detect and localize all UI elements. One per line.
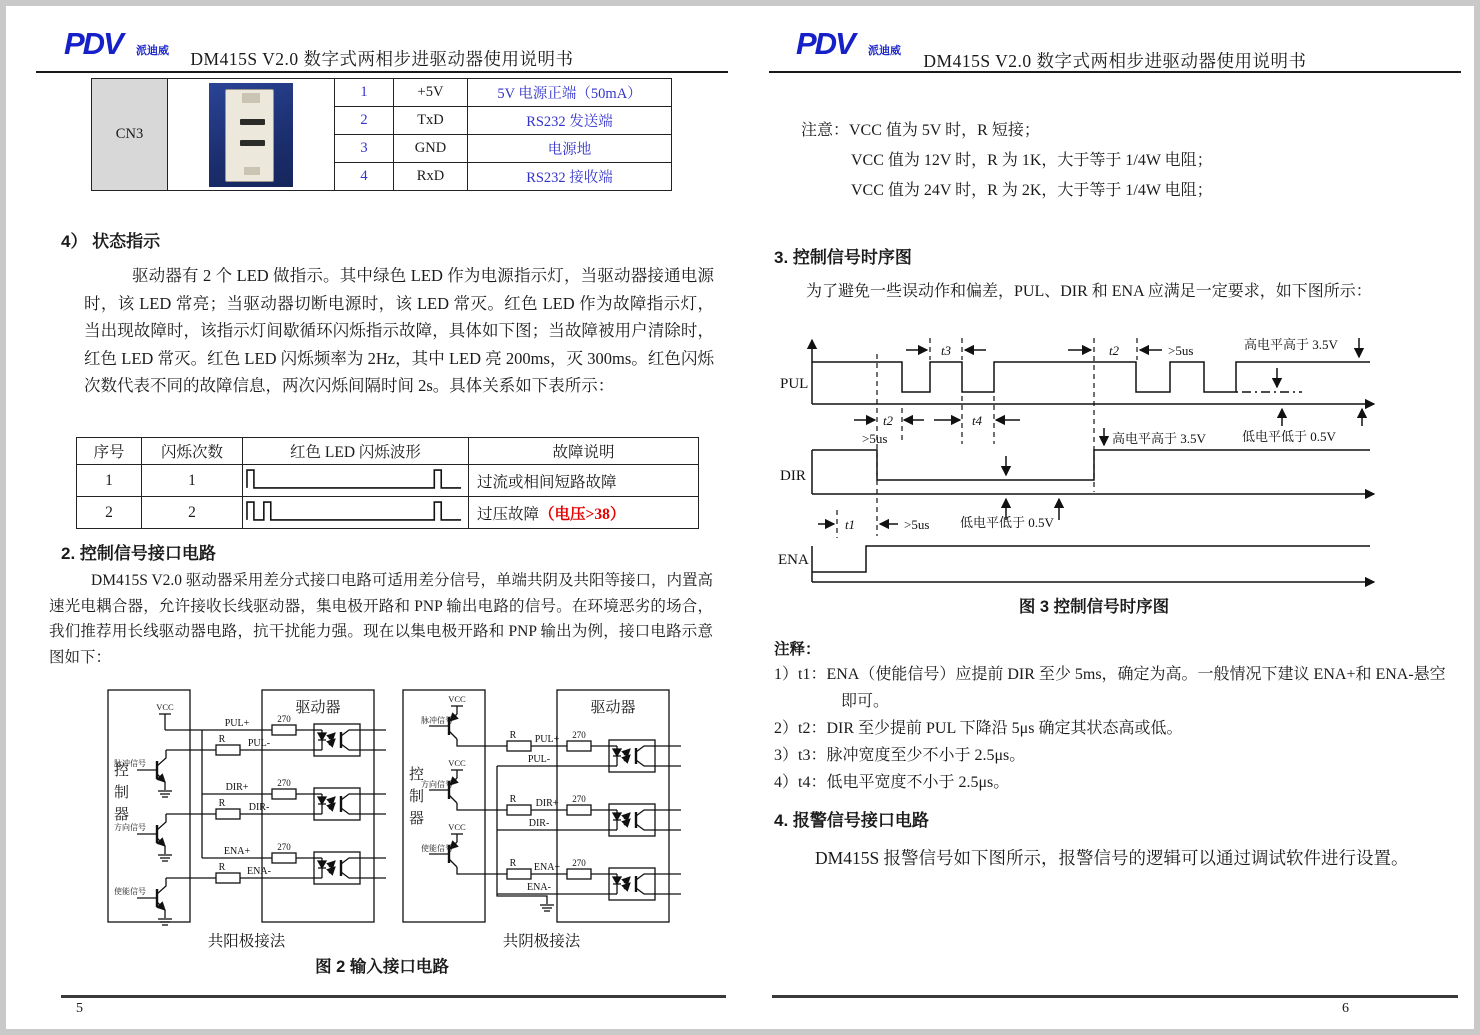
- pul-signal-label: PUL: [780, 376, 809, 392]
- header-rule-right: [769, 71, 1461, 73]
- caption-common-anode: 共阳极接法: [207, 933, 286, 950]
- r-label: R: [218, 734, 226, 745]
- min-5us-label: >5us: [862, 431, 888, 446]
- blink-waveform-2: [243, 497, 469, 529]
- footer-rule-right: [772, 995, 1458, 998]
- vcc-label: VCC: [156, 702, 174, 712]
- dir-plus-label: DIR+: [535, 798, 559, 809]
- blink-count: 2: [142, 497, 243, 529]
- pulse-signal-label: 脉冲信号: [421, 716, 453, 725]
- section-timing-body: 为了避免一些误动作和偏差，PUL、DIR 和 ENA 应满足一定要求，如下图所示：: [806, 283, 1372, 300]
- notice-line: VCC 值为 12V 时，R 为 1K，大于等于 1/4W 电阻；: [851, 152, 1213, 169]
- figure2-caption: 图 2 输入接口电路: [315, 958, 449, 976]
- pin-desc: 5V 电源正端（50mA）: [468, 79, 672, 107]
- ena-plus-label: ENA+: [223, 846, 251, 857]
- fault-desc: [469, 497, 699, 529]
- ena-minus-label: ENA-: [527, 882, 551, 893]
- section-timing-title: 3. 控制信号时序图: [774, 248, 912, 267]
- row-num: 1: [77, 465, 142, 497]
- vcc-notice: [801, 116, 1441, 206]
- low-level-label: 低电平低于 0.5V: [960, 515, 1054, 530]
- pin-num: 2: [335, 107, 394, 135]
- note-item: 1）t1：ENA（使能信号）应提前 DIR 至少 5ms，确定为高。一般情况下建议 ENA+和 ENA-悬空即可。: [774, 666, 1446, 710]
- driver-label: 驱动器: [295, 700, 341, 716]
- cn3-photo-cell: [168, 79, 335, 191]
- pin-num: 3: [335, 135, 394, 163]
- pul-plus-label: PUL+: [534, 734, 560, 745]
- figure3-caption: 图 3 控制信号时序图: [1018, 598, 1170, 616]
- section-ctrl-body: DM415S V2.0 驱动器采用差分式接口电路可适用差分信号，单端共阴及共阳等接口，内置高速光电耦合器，允许接收长线驱动器，集电极开路和 PNP 输出电路的信号。在环境恶劣的场合，我们推荐用长线驱动器电路，抗干扰能力强。现在以集电极开路和 PNP 输出为例，接口电路示意图如下：: [49, 572, 713, 666]
- page-number-right: 6: [1342, 1001, 1349, 1016]
- notes-list: [774, 661, 1458, 796]
- high-level-label: 高电平高于 3.5V: [1244, 337, 1338, 352]
- pin-num: 1: [335, 79, 394, 107]
- min-5us-label: >5us: [904, 517, 930, 532]
- note-item: 3）t3：脉冲宽度至少不小于 2.5μs。: [774, 747, 1026, 764]
- pin-desc: RS232 接收端: [468, 163, 672, 191]
- col-header: 红色 LED 闪烁波形: [243, 438, 469, 465]
- fault-text: 过压故障: [477, 505, 540, 523]
- pdv-logo-subtext: 派迪威: [868, 45, 901, 57]
- pin-desc: 电源地: [468, 135, 672, 163]
- r-label: R: [509, 730, 517, 741]
- t2-marker: t2: [882, 413, 894, 428]
- r270-label: 270: [277, 842, 291, 852]
- pin-name: TxD: [394, 107, 468, 135]
- r-label: R: [218, 862, 226, 873]
- blink-waveform-1: [243, 465, 469, 497]
- fault-desc: 过流或相间短路故障: [469, 465, 699, 497]
- connector-body: [225, 89, 274, 183]
- low-level-label: 低电平低于 0.5V: [1242, 429, 1336, 444]
- notice-line: 注意：VCC 值为 5V 时，R 短接；: [801, 122, 1040, 139]
- caption-common-cathode: 共阴极接法: [502, 933, 581, 950]
- led-fault-table: [76, 437, 699, 529]
- dir-plus-label: DIR+: [225, 782, 249, 793]
- pul-plus-label: PUL+: [224, 718, 250, 729]
- dir-minus-label: DIR-: [528, 818, 550, 829]
- ena-signal-label: 使能信号: [421, 844, 453, 853]
- pin-name: +5V: [394, 79, 468, 107]
- cn3-label-cell: CN3: [92, 79, 168, 191]
- fault-text-red: （电压>38）: [539, 505, 626, 523]
- r270-label: 270: [572, 858, 586, 868]
- t4-marker: t4: [971, 413, 983, 428]
- t2-marker: t2: [1108, 343, 1120, 358]
- r-label: R: [509, 794, 517, 805]
- pul-minus-label: PUL-: [247, 738, 271, 749]
- notice-line: VCC 值为 24V 时，R 为 2K，大于等于 1/4W 电阻；: [851, 182, 1213, 199]
- connector-photo: [209, 83, 293, 187]
- dir-signal-label: 方向信号: [114, 823, 146, 832]
- page-title-left: DM415S V2.0 数字式两相步进驱动器使用说明书: [190, 49, 574, 69]
- cn3-pin-table: [91, 78, 672, 191]
- t3-marker: t3: [940, 343, 952, 358]
- circuit-common-cathode: [399, 684, 684, 929]
- r-label: R: [509, 858, 517, 869]
- col-header: 序号: [77, 438, 142, 465]
- notes-title: 注释：: [774, 641, 821, 658]
- blink-count: 1: [142, 465, 243, 497]
- col-header: 闪烁次数: [142, 438, 243, 465]
- r270-label: 270: [572, 730, 586, 740]
- dir-minus-label: DIR-: [248, 802, 270, 813]
- controller-label-vertical: 控制器: [112, 762, 128, 828]
- t1-marker: t1: [844, 517, 856, 532]
- high-level-label: 高电平高于 3.5V: [1112, 431, 1206, 446]
- r-label: R: [218, 798, 226, 809]
- timing-diagram: [774, 324, 1414, 589]
- section-ctrl-title: 2. 控制信号接口电路: [61, 544, 216, 563]
- r270-label: 270: [572, 794, 586, 804]
- driver-label: 驱动器: [590, 700, 636, 716]
- ena-signal-label: ENA: [778, 552, 809, 568]
- r270-label: 270: [277, 714, 291, 724]
- section-alarm-body: DM415S 报警信号如下图所示，报警信号的逻辑可以通过调试软件进行设置。: [815, 848, 1409, 868]
- dir-signal-label: 方向信号: [421, 780, 453, 789]
- driver-box: [557, 690, 669, 922]
- table-row: [77, 465, 699, 497]
- ena-plus-label: ENA+: [533, 862, 561, 873]
- vcc-label: VCC: [448, 694, 466, 704]
- vcc-label: VCC: [448, 822, 466, 832]
- pin-name: RxD: [394, 163, 468, 191]
- note-item: 4）t4：低电平宽度不小于 2.5μs。: [774, 774, 1010, 791]
- note-item: 2）t2：DIR 至少提前 PUL 下降沿 5μs 确定其状态高或低。: [774, 720, 1183, 737]
- vcc-label: VCC: [448, 758, 466, 768]
- section-status-title: 4） 状态指示: [61, 232, 161, 251]
- table-row: [77, 497, 699, 529]
- ena-signal-label: 使能信号: [114, 887, 146, 896]
- row-num: 2: [77, 497, 142, 529]
- pdv-logo: PDV: [64, 26, 122, 61]
- pin-num: 4: [335, 163, 394, 191]
- r270-label: 270: [277, 778, 291, 788]
- min-5us-label: >5us: [1168, 343, 1194, 358]
- page-title-right: DM415S V2.0 数字式两相步进驱动器使用说明书: [923, 51, 1307, 71]
- section-alarm-title: 4. 报警信号接口电路: [774, 811, 929, 830]
- pdv-logo-subtext: 派迪威: [136, 45, 169, 57]
- pdv-logo: PDV: [796, 26, 854, 61]
- page-number-left: 5: [76, 1001, 83, 1016]
- pin-name: GND: [394, 135, 468, 163]
- ena-minus-label: ENA-: [247, 866, 271, 877]
- pul-minus-label: PUL-: [527, 754, 551, 765]
- pulse-signal-label: 脉冲信号: [114, 759, 146, 768]
- pin-desc: RS232 发送端: [468, 107, 672, 135]
- section-status-body: 驱动器有 2 个 LED 做指示。其中绿色 LED 作为电源指示灯，当驱动器接通电源时，该 LED 常亮；当驱动器切断电源时，该 LED 常灭。红色 LED 作为故障指示灯， 当出现故障时，该指示灯间歇循环闪烁指示故障，具体如下图；当故障被用户清除时，红色 LED 常灭。红色 LED 闪烁频率为 2Hz，其中 LED 亮 200ms，灭 300ms。红色闪烁次数代表不同的故障信息，两次闪烁间隔时间 2s。具体关系如下表所示：: [84, 266, 714, 395]
- footer-rule-left: [61, 995, 726, 998]
- circuit-common-anode: [104, 684, 389, 929]
- dir-signal-label: DIR: [780, 468, 806, 484]
- controller-label-vertical: 控制器: [407, 766, 423, 832]
- header-rule-left: [36, 71, 728, 73]
- col-header: 故障说明: [469, 438, 699, 465]
